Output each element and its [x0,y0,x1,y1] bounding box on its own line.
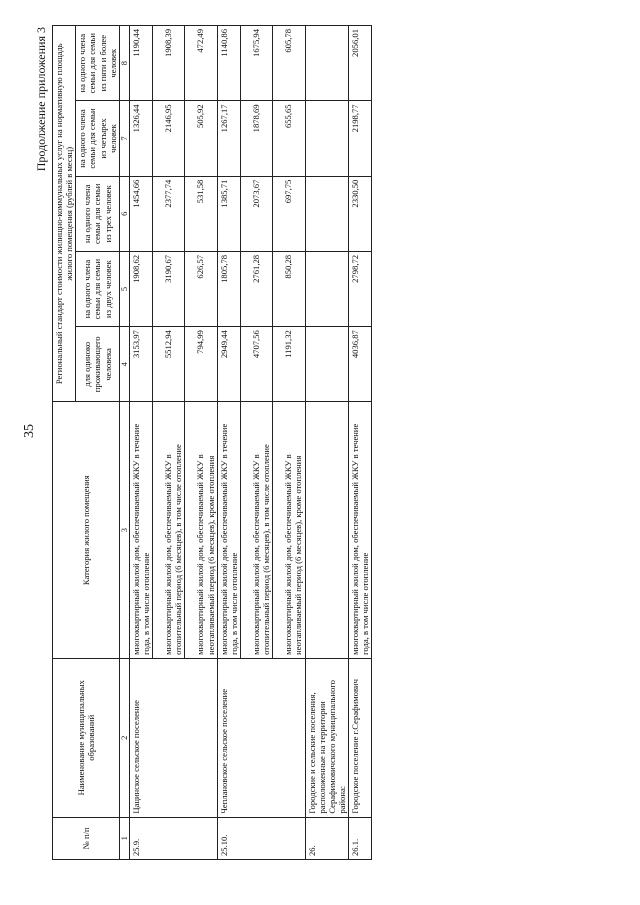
value-cell: 531,58 [185,176,217,251]
row-num [185,817,217,859]
value-cell: 2146,95 [153,101,185,176]
value-cell: 1675,94 [240,26,272,101]
index-cell: 3 [119,402,129,658]
value-cell: 1140,86 [217,26,240,101]
value-cell [305,251,349,326]
value-cell: 2330,50 [349,176,372,251]
value-cell: 472,49 [185,26,217,101]
value-cell: 2073,67 [240,176,272,251]
tariff-table [52,25,372,860]
row-category: многоквартирный жилой дом, обеспечиваемый ЖКУ в отопительный период (6 месяцев), в том числе отопление [153,402,185,658]
value-cell: 626,57 [185,251,217,326]
value-cell [305,176,349,251]
header-col6: на одного члена семьи для семьи из трех человек [76,176,120,251]
value-cell: 655,65 [273,101,305,176]
value-cell: 3153,97 [129,327,152,402]
row-num [240,817,272,859]
value-cell: 1878,69 [240,101,272,176]
row-municipality: Чеплановское сельское поселение [217,658,240,817]
value-cell: 1191,32 [273,327,305,402]
value-cell [305,327,349,402]
value-cell: 1454,66 [129,176,152,251]
row-num: 25.10. [217,817,240,859]
value-cell: 2198,77 [349,101,372,176]
value-cell: 1326,44 [129,101,152,176]
index-cell: 1 [119,817,129,859]
table-row [240,26,272,860]
value-cell: 4036,87 [349,327,372,402]
page-number: 35 [22,424,37,438]
row-municipality: Цацинское сельское поселение [129,658,152,817]
row-category [305,402,349,658]
header-col7: на одного члена семьи для семьи из четырех человек [76,101,120,176]
value-cell: 1805,78 [217,251,240,326]
continuation-note: Продолжение приложения 3 [34,27,48,172]
value-cell: 697,75 [273,176,305,251]
value-cell: 5512,94 [153,327,185,402]
header-category: Категория жилого помещения [53,402,120,658]
row-num: 26. [305,817,349,859]
row-municipality: Городские и сельские поселения, расположенные на территории Серафимовичского муниципального района: [305,658,349,817]
value-cell: 1190,44 [129,26,152,101]
table-row [185,26,217,860]
header-standard: Региональный стандарт стоимости жилищно-коммунальных услуг на нормативную площадь жилого помещения (рублей в месяц) [53,26,76,402]
index-cell: 4 [119,327,129,402]
row-municipality: Городское поселение г.Серафимович [349,658,372,817]
row-num [273,817,305,859]
value-cell: 1385,71 [217,176,240,251]
table-row [129,26,152,860]
row-municipality [240,658,272,817]
value-cell: 1908,39 [153,26,185,101]
row-category: многоквартирный жилой дом, обеспечиваемый ЖКУ в течение года, в том числе отопление [129,402,152,658]
header-col4: для одиноко проживающего человека [76,327,120,402]
index-cell: 5 [119,251,129,326]
row-category: многоквартирный жилой дом, обеспечиваемый ЖКУ в неотапливаемый период (6 месяцев), кроме отопления [273,402,305,658]
index-cell: 8 [119,26,129,101]
header-num: № п/п [53,817,120,859]
row-municipality [153,658,185,817]
value-cell: 2949,44 [217,327,240,402]
row-category: многоквартирный жилой дом, обеспечиваемый ЖКУ в неотапливаемый период (6 месяцев), кроме отопления [185,402,217,658]
header-municipality: Наименование муниципальных образований [53,658,120,817]
row-category: многоквартирный жилой дом, обеспечиваемый ЖКУ в отопительный период (6 месяцев), в том числе отопление [240,402,272,658]
row-municipality [273,658,305,817]
value-cell: 4707,56 [240,327,272,402]
header-col5: на одного члена семьи для семьи из двух человек [76,251,120,326]
value-cell [305,26,349,101]
value-cell: 1908,62 [129,251,152,326]
table-row [305,26,349,860]
value-cell: 505,92 [185,101,217,176]
value-cell: 2798,72 [349,251,372,326]
table-row [217,26,240,860]
row-num: 26.1. [349,817,372,859]
table-row [349,26,372,860]
index-cell: 7 [119,101,129,176]
table-row [273,26,305,860]
row-num: 25.9. [129,817,152,859]
table-row [153,26,185,860]
value-cell [305,101,349,176]
value-cell: 2761,28 [240,251,272,326]
value-cell: 2377,74 [153,176,185,251]
value-cell: 3190,67 [153,251,185,326]
row-num [153,817,185,859]
value-cell: 794,99 [185,327,217,402]
header-col8: на одного члена семьи для семьи из пяти и более человек [76,26,120,101]
value-cell: 1267,17 [217,101,240,176]
index-row [119,26,129,860]
value-cell: 605,78 [273,26,305,101]
row-category: многоквартирный жилой дом, обеспечиваемый ЖКУ в течение года, в том числе отопление [349,402,372,658]
row-municipality [185,658,217,817]
value-cell: 2056,01 [349,26,372,101]
value-cell: 850,28 [273,251,305,326]
rotated-page [30,25,620,860]
index-cell: 6 [119,176,129,251]
index-cell: 2 [119,658,129,817]
row-category: многоквартирный жилой дом, обеспечиваемый ЖКУ в течение года, в том числе отопление [217,402,240,658]
